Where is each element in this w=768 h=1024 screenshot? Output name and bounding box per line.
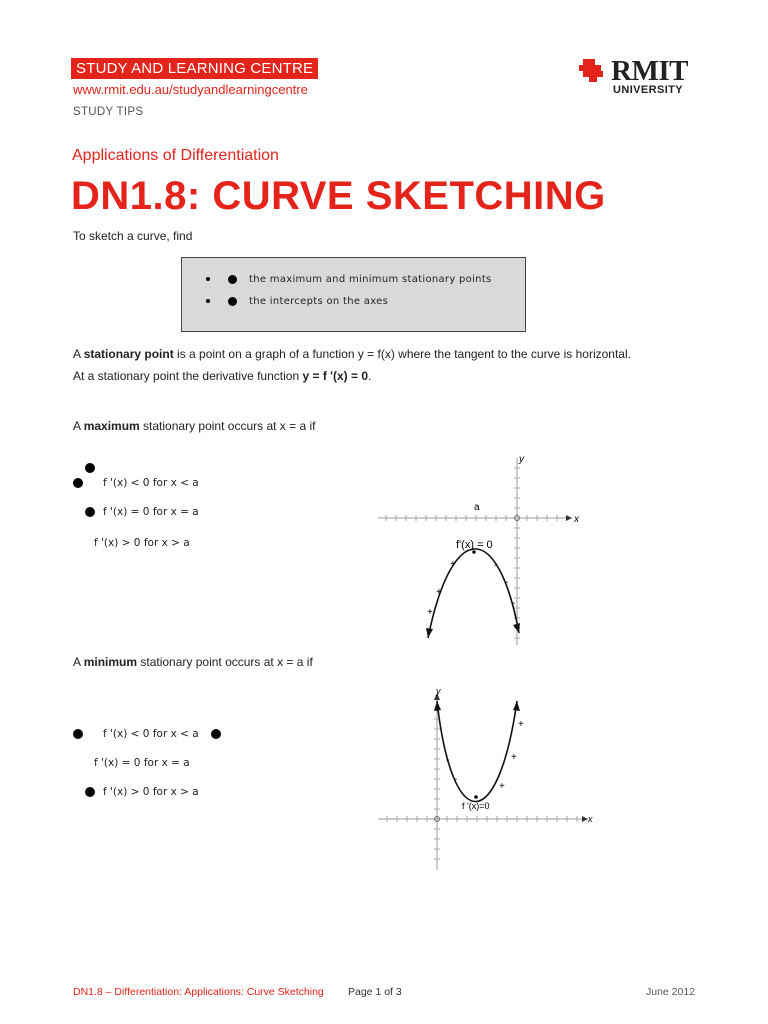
min-point <box>474 795 478 799</box>
a-label: a <box>474 502 480 513</box>
bullet-icon <box>85 463 95 473</box>
box-item: the maximum and minimum stationary points <box>206 274 492 285</box>
x-axis-label: x <box>574 514 579 525</box>
min-curve <box>437 701 517 802</box>
y-axis-label: y <box>436 686 441 696</box>
curve-arrow-icon <box>513 701 520 711</box>
max-condition-2: f '(x) = 0 for x = a <box>103 506 199 518</box>
maximum-definition: A maximum stationary point occurs at x = a if <box>73 419 316 433</box>
bullet-icon <box>228 275 237 284</box>
maximum-graph <box>370 450 590 650</box>
derivative-label: f '(x)=0 <box>462 801 490 811</box>
rmit-logo-text: RMIT <box>611 55 688 87</box>
y-axis-label: y <box>519 454 524 465</box>
bullet-icon <box>206 277 210 281</box>
sign-minus: - <box>446 755 450 766</box>
footer-date: June 2012 <box>646 986 696 998</box>
bullet-icon <box>85 787 95 797</box>
bullet-icon <box>228 297 237 306</box>
curve-arrow-icon <box>434 701 441 711</box>
sign-minus: - <box>494 560 498 571</box>
sign-plus: + <box>436 587 442 598</box>
footer-doc-ref: DN1.8 – Differentiation: Applications: Curve Sketching <box>73 986 324 998</box>
sign-minus: - <box>454 774 458 785</box>
sign-minus: - <box>505 577 509 588</box>
x-arrow-icon <box>566 515 572 521</box>
footer-page-number: Page 1 of 3 <box>348 986 402 998</box>
stationary-derivative: At a stationary point the derivative function y = f '(x) = 0. <box>73 369 372 383</box>
bullet-icon <box>206 299 210 303</box>
x-axis-label: x <box>588 814 593 824</box>
section-label: STUDY TIPS <box>73 106 144 118</box>
sign-plus: + <box>511 752 517 763</box>
max-condition-1: f '(x) < 0 for x < a <box>103 477 199 489</box>
rmit-logo-sub: UNIVERSITY <box>613 84 684 96</box>
doc-subtitle: Applications of Differentiation <box>72 147 279 164</box>
bullet-icon <box>211 729 221 739</box>
doc-title: DN1.8: CURVE SKETCHING <box>71 174 606 218</box>
bullet-icon <box>85 507 95 517</box>
stationary-definition: A stationary point is a point on a graph of a function y = f(x) where the tangent to the curve is horizontal. <box>73 347 631 361</box>
sign-minus: - <box>512 598 516 609</box>
sign-plus: + <box>518 719 524 730</box>
website-link[interactable]: www.rmit.edu.au/studyandlearningcentre <box>73 82 308 97</box>
minimum-definition: A minimum stationary point occurs at x = a if <box>73 655 313 669</box>
axis-ticks <box>386 468 557 638</box>
intro-text: To sketch a curve, find <box>73 229 193 243</box>
curve-arrow-icon <box>426 628 433 638</box>
max-condition-3: f '(x) > 0 for x > a <box>94 537 190 549</box>
sign-plus: + <box>499 781 505 792</box>
min-condition-1: f '(x) < 0 for x < a <box>103 728 199 740</box>
bullet-icon <box>73 478 83 488</box>
sign-plus: + <box>427 607 433 618</box>
min-condition-2: f '(x) = 0 for x = a <box>94 757 190 769</box>
header-banner: STUDY AND LEARNING CENTRE <box>71 58 318 79</box>
min-condition-3: f '(x) > 0 for x > a <box>103 786 199 798</box>
sign-plus: + <box>450 559 456 570</box>
axis-ticks <box>387 709 577 859</box>
box-item: the intercepts on the axes <box>206 296 388 307</box>
minimum-graph <box>370 685 600 880</box>
derivative-label: f'(x) = 0 <box>456 539 493 551</box>
bullet-icon <box>73 729 83 739</box>
summary-box <box>181 257 526 332</box>
rmit-logo-icon <box>579 56 609 86</box>
